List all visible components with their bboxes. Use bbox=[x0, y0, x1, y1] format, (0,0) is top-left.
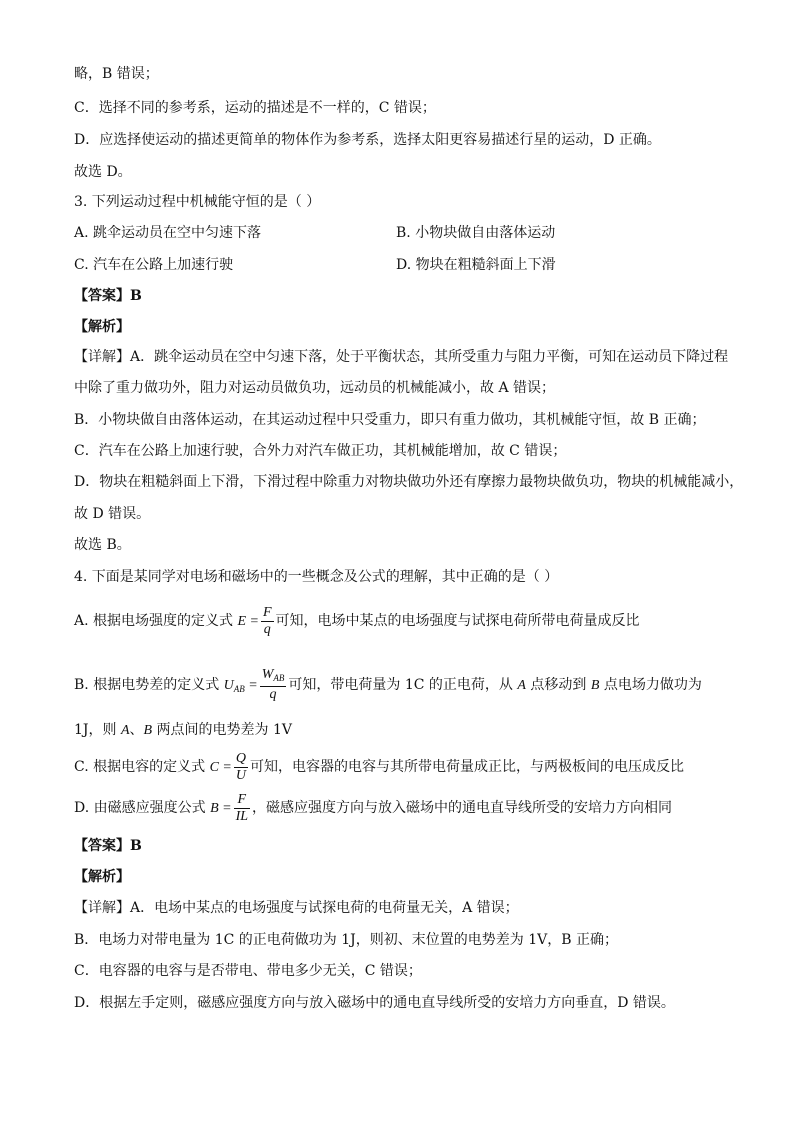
q3-option-d: D. 物块在粗糙斜面上下滑 bbox=[396, 257, 556, 273]
question-3-stem: 3. 下列运动过程中机械能守恒的是（ ） bbox=[74, 194, 321, 210]
q4-analysis-label: 【解析】 bbox=[74, 869, 130, 885]
q3-detail-line: 故 D 错误。 bbox=[74, 506, 151, 522]
q3-detail-line: D．物块在粗糙斜面上下滑，下滑过程中除重力对物块做功外还有摩擦力最物块做负功，物块的机械能减小， bbox=[74, 474, 744, 490]
fraction-f-over-il: $\frac{F}{IL}$ bbox=[235, 791, 249, 824]
fraction-f-over-q: $\frac{F}{q}$ bbox=[262, 604, 272, 637]
q4-option-b: B. 根据电势差的定义式 $U_{AB}$ = $\frac{W_{AB}}{q}$ 可知，带电荷量为 1C 的正电荷，从 A 点移动到 B 点电场力做功为 bbox=[74, 667, 702, 702]
q3-detail-line: C．汽车在公路上加速行驶，合外力对汽车做正功，其机械能增加，故 C 错误； bbox=[74, 443, 567, 459]
q4-detail-line: B．电场力对带电量为 1C 的正电荷做功为 1J，则初、末位置的电势差为 1V，B 正确； bbox=[74, 932, 618, 948]
q4-option-a: A. 根据电场强度的定义式 E = $\frac{F}{q}$ 可知，电场中某点的电场强度与试探电荷所带电荷量成反比 bbox=[74, 604, 640, 637]
q3-option-b: B. 小物块做自由落体运动 bbox=[396, 225, 556, 241]
q3-conclusion: 故选 B。 bbox=[74, 537, 131, 553]
q3-option-a: A. 跳伞运动员在空中匀速下落 bbox=[74, 225, 262, 241]
question-4-stem: 4. 下面是某同学对电场和磁场中的一些概念及公式的理解，其中正确的是（ ） bbox=[74, 569, 559, 585]
text-line: C．选择不同的参考系，运动的描述是不一样的，C 错误； bbox=[74, 100, 436, 116]
q4-option-d: D. 由磁感应强度公式 B = $\frac{F}{IL}$ ，磁感应强度方向与放入磁场中的通电直导线所受的安培力方向相同 bbox=[74, 791, 673, 824]
text-line: 略，B 错误； bbox=[74, 66, 159, 82]
q3-detail-line: B．小物块做自由落体运动，在其运动过程中只受重力，即只有重力做功，其机械能守恒，故 B 正确； bbox=[74, 412, 706, 428]
q4-detail-line: C．电容器的电容与是否带电、带电多少无关，C 错误； bbox=[74, 963, 422, 979]
q4-option-c: C. 根据电容的定义式 C = $\frac{Q}{U}$ 可知，电容器的电容与其所带电荷量成正比，与两极板间的电压成反比 bbox=[74, 750, 684, 783]
q3-analysis-label: 【解析】 bbox=[74, 319, 130, 335]
q4-option-b-cont: 1J，则 A、B 两点间的电势差为 1V bbox=[74, 722, 293, 738]
text-line: 故选 D。 bbox=[74, 164, 132, 180]
q4-detail-line: 【详解】A．电场中某点的电场强度与试探电荷的电荷量无关，A 错误； bbox=[74, 900, 519, 916]
fraction-q-over-u: $\frac{Q}{U}$ bbox=[235, 750, 246, 783]
q3-detail-line: 【详解】A．跳伞运动员在空中匀速下落，处于平衡状态，其所受重力与阻力平衡，可知在运动员下降过程 bbox=[74, 349, 729, 365]
q3-option-c: C. 汽车在公路上加速行驶 bbox=[74, 257, 234, 273]
q3-detail-line: 中除了重力做功外，阻力对运动员做负功，远动员的机械能减小，故 A 错误； bbox=[74, 380, 556, 396]
text-line: D．应选择使运动的描述更简单的物体作为参考系，选择太阳更容易描述行星的运动，D 正确。 bbox=[74, 132, 661, 148]
q4-answer: 【答案】B bbox=[74, 838, 142, 854]
q3-answer: 【答案】B bbox=[74, 288, 142, 304]
fraction-w-over-q: $\frac{W_{AB}}{q}$ bbox=[261, 667, 285, 702]
q4-detail-line: D．根据左手定则，磁感应强度方向与放入磁场中的通电直导线所受的安培力方向垂直，D 错误。 bbox=[74, 995, 675, 1011]
